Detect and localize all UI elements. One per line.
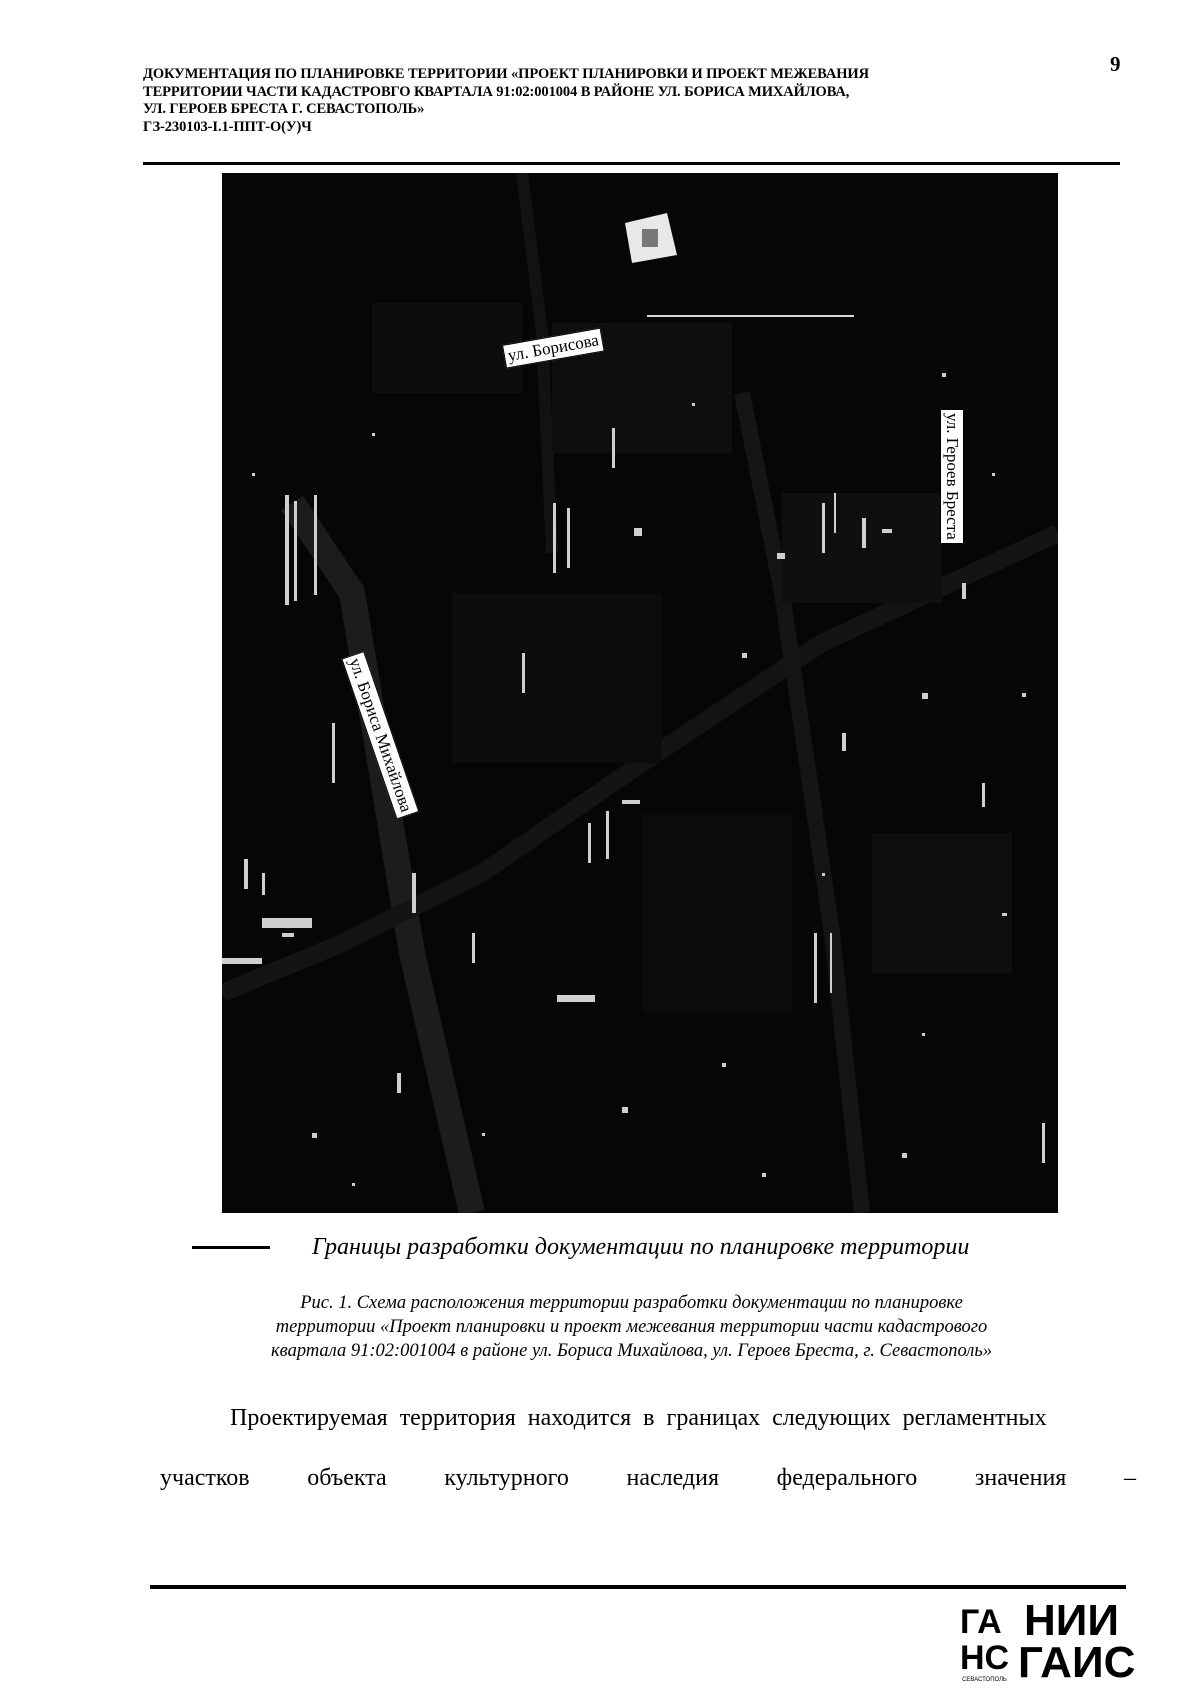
street-label-geroev-bresta: ул. Героев Бреста bbox=[940, 409, 964, 544]
body-word: значения bbox=[974, 1465, 1067, 1491]
street-label-borisa-mikhailova: ул. Бориса Михайлова bbox=[341, 651, 419, 819]
body-word: федерального bbox=[776, 1465, 918, 1491]
map-imagery bbox=[222, 173, 1058, 1213]
header-line-1: ДОКУМЕНТАЦИЯ ПО ПЛАНИРОВКЕ ТЕРРИТОРИИ «ПРОЕКТ ПЛАНИРОВКИ И ПРОЕКТ МЕЖЕВАНИЯ bbox=[143, 66, 869, 82]
body-word: – bbox=[1123, 1465, 1136, 1491]
header-line-3: УЛ. ГЕРОЕВ БРЕСТА Г. СЕВАСТОПОЛЬ» bbox=[143, 101, 425, 117]
footer-divider bbox=[150, 1585, 1126, 1589]
caption-line-1: Рис. 1. Схема расположения территории разработки документации по планировке bbox=[300, 1293, 963, 1313]
header-divider bbox=[143, 162, 1120, 165]
body-word: наследия bbox=[626, 1465, 720, 1491]
page-number: 9 bbox=[1110, 52, 1121, 76]
map-legend bbox=[192, 1234, 1092, 1264]
satellite-map bbox=[222, 173, 1058, 1213]
header-line-2: ТЕРРИТОРИИ ЧАСТИ КАДАСТРОВГО КВАРТАЛА 91:02:001004 В РАЙОНЕ УЛ. БОРИСА МИХАЙЛОВА, bbox=[143, 83, 850, 100]
logo-mark-bottom: НС bbox=[960, 1639, 1010, 1677]
body-line-2 bbox=[160, 1465, 1136, 1492]
street-label-borisova: ул. Борисова bbox=[502, 328, 605, 369]
body-word: объекта bbox=[307, 1465, 387, 1491]
document-code: ГЗ-230103-I.1-ППТ-О(У)Ч bbox=[143, 118, 312, 135]
body-word: культурного bbox=[444, 1465, 569, 1491]
document-header bbox=[143, 66, 1043, 136]
logo-text-top: НИИ bbox=[1024, 1596, 1120, 1645]
legend-boundary-line bbox=[192, 1246, 270, 1249]
logo-mark-top: ГА bbox=[960, 1603, 1002, 1641]
legend-text: Границы разработки документации по планировке территории bbox=[312, 1234, 970, 1260]
body-word: участков bbox=[160, 1465, 250, 1491]
logo-text-bottom: ГАИС bbox=[1018, 1638, 1136, 1683]
nii-gais-logo bbox=[958, 1593, 1138, 1683]
caption-line-3: квартала 91:02:001004 в районе ул. Бориса Михайлова, ул. Героев Бреста, г. Севастополь» bbox=[271, 1341, 992, 1361]
caption-line-2: территории «Проект планировки и проект межевания территории части кадастрового bbox=[275, 1317, 988, 1337]
figure-caption bbox=[143, 1291, 1120, 1363]
body-line-1: Проектируемая территория находится в границах следующих регламентных bbox=[230, 1405, 1047, 1431]
logo-small-text: СЕВАСТОПОЛЬ bbox=[962, 1677, 1007, 1683]
